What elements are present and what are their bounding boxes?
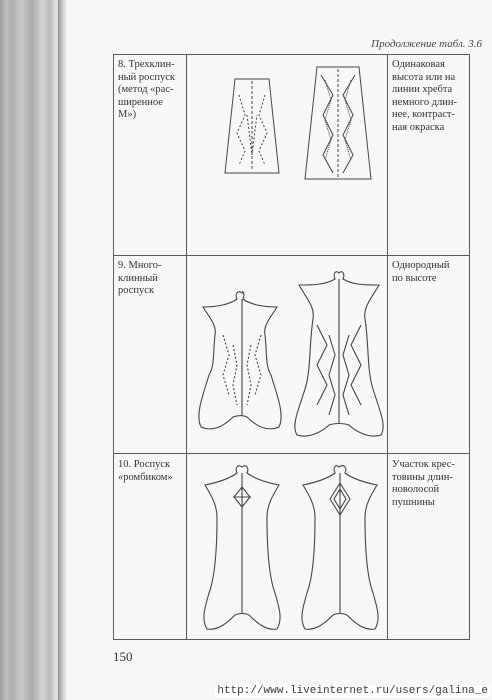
row-9-result-label: Однородный по высоте xyxy=(392,260,450,284)
row-9-diagram xyxy=(187,255,387,453)
page-number: 150 xyxy=(113,649,133,664)
illustration-table xyxy=(113,54,470,640)
row-10-diagram xyxy=(187,453,387,639)
row-8-result-label: Одинаковая высота или на линии хребта немного длин- нее, контраст- ная окраска xyxy=(392,59,458,133)
row-8-diagram xyxy=(187,55,387,255)
row-8-method-label: 8. Трехклин- ный роспуск (метод «рас- ширенное М») xyxy=(118,59,175,120)
book-binding xyxy=(0,0,62,700)
row-10-method-label: 10. Роспуск «ромбиком» xyxy=(118,459,173,483)
row-10-result-label: Участок крес- товины длин- новолосой пушнины xyxy=(392,459,455,508)
row-9-method-label: 9. Много- клинный роспуск xyxy=(118,260,162,296)
column-divider-2 xyxy=(387,55,388,639)
source-watermark: http://www.liveinternet.ru/users/galina_e xyxy=(217,685,488,697)
pelt-outline-before xyxy=(199,292,281,429)
table-caption: Продолжение табл. 3.6 xyxy=(371,38,482,50)
pelt-outline-after xyxy=(305,67,371,179)
